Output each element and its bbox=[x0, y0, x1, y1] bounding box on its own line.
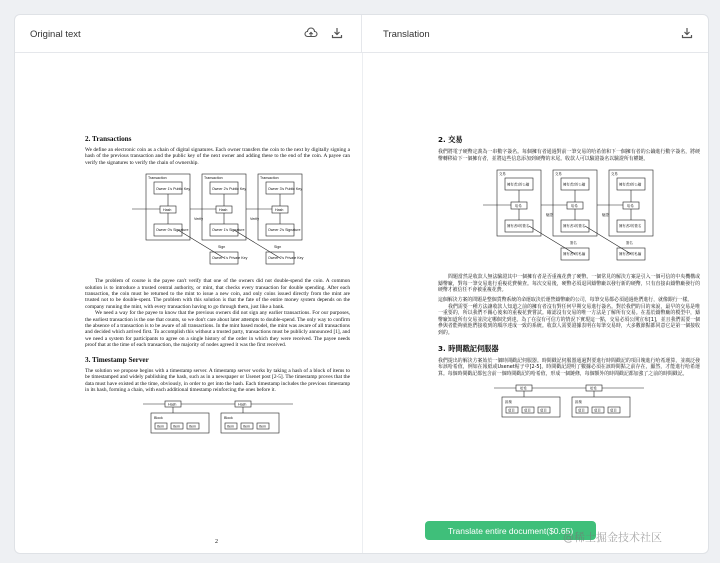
svg-text:Hash: Hash bbox=[162, 208, 171, 213]
svg-text:簽名: 簽名 bbox=[626, 241, 633, 246]
download-icon[interactable] bbox=[680, 26, 694, 40]
svg-text:Block: Block bbox=[153, 416, 163, 421]
svg-text:項目: 項目 bbox=[578, 408, 585, 413]
svg-text:交易: 交易 bbox=[555, 172, 562, 177]
pane-divider bbox=[362, 53, 363, 554]
svg-text:Sign: Sign bbox=[273, 245, 281, 250]
svg-text:擁有者1的簽名: 擁有者1的簽名 bbox=[563, 224, 586, 229]
svg-text:擁有者2的簽名: 擁有者2的簽名 bbox=[619, 224, 642, 229]
svg-text:Transaction: Transaction bbox=[147, 176, 167, 181]
paragraph: 我們將電子硬幣定義為一串數字簽名。每個擁有者通過對前一筆交易的哈希值和下一個擁有者的公鑰進行數字簽名，將硬幣轉移給下一個擁有者，並將這些信息添加到硬幣的末尾。收款人可以驗證簽名以驗證所有權鏈。 bbox=[438, 149, 700, 162]
paragraph: 問題當然是收款人無法驗證其中一個擁有者是否重複花費了硬幣。一個常見的解決方案是引入一個可信的中央機構或鑄幣廠，對每一筆交易進行重複花費檢查。每次交易後，硬幣必須退回鑄幣廠以發行新的硬幣，只有直接由鑄幣廠發行的硬幣才被信任不會被重複花費。 bbox=[438, 274, 700, 294]
svg-text:Item: Item bbox=[188, 424, 196, 429]
svg-text:擁有者1的私鑰: 擁有者1的私鑰 bbox=[563, 252, 586, 257]
svg-text:Hash: Hash bbox=[274, 208, 283, 213]
svg-text:Transaction: Transaction bbox=[203, 176, 223, 181]
svg-text:擁有者0的簽名: 擁有者0的簽名 bbox=[507, 224, 530, 229]
svg-text:哈希: 哈希 bbox=[515, 204, 522, 209]
svg-text:項目: 項目 bbox=[508, 408, 515, 413]
app-frame bbox=[14, 14, 709, 554]
svg-text:哈希: 哈希 bbox=[590, 386, 597, 391]
svg-text:Item: Item bbox=[258, 424, 266, 429]
svg-text:Owner 1's Private Key: Owner 1's Private Key bbox=[211, 256, 247, 261]
svg-text:擁有者2的私鑰: 擁有者2的私鑰 bbox=[619, 252, 642, 257]
paragraph: 我們需要一種方法讓收款人知道之前的擁有者沒有對任何早期交易進行簽名。對於我們的目的來說，最早的交易是唯一重要的，所以我們不關心後來的重複花費嘗試。確認沒有交易的唯一方法是了解所有交易。在基於鑄幣廠的模型中，鑄幣廠知道所有交易並決定哪個先到達。為了在沒有可信方的情況下實現這一點，交易必須公開宣布[1]，並且我們需要一個參與者能夠就他們接收到的順序達成一致的系統。收款人需要證據表明在每筆交易時，大多數節點都同意它是第一個接收到的。 bbox=[438, 303, 700, 336]
translation-pane-header bbox=[363, 15, 709, 53]
translate-document-button[interactable]: Translate entire document($0.65) bbox=[425, 521, 596, 540]
svg-text:區塊: 區塊 bbox=[505, 400, 512, 405]
svg-text:Block: Block bbox=[223, 416, 233, 421]
svg-text:Item: Item bbox=[226, 424, 234, 429]
svg-text:Owner 2's Signature: Owner 2's Signature bbox=[267, 228, 300, 233]
svg-text:項目: 項目 bbox=[524, 408, 531, 413]
svg-text:Owner 1's Public Key: Owner 1's Public Key bbox=[155, 187, 190, 192]
watermark: @稀土掘金技术社区 bbox=[563, 531, 662, 544]
svg-text:擁有者2的公鑰: 擁有者2的公鑰 bbox=[563, 182, 586, 187]
svg-text:Owner 1's Signature: Owner 1's Signature bbox=[211, 228, 244, 233]
svg-text:項目: 項目 bbox=[594, 408, 601, 413]
svg-text:Sign: Sign bbox=[217, 245, 225, 250]
original-pane-header bbox=[15, 15, 362, 53]
svg-text:Transaction: Transaction bbox=[259, 176, 279, 181]
svg-text:Owner 3's Public Key: Owner 3's Public Key bbox=[267, 187, 302, 192]
svg-text:Verify: Verify bbox=[193, 217, 203, 222]
paragraph: The solution we propose begins with a timestamp server. A timestamp server works by taking a hash of a block of items to be timestamped and widely publishing the hash, such as in a newspaper or Usenet post [2-5]. The timestamp proves that the data must have existed at the time, obviously, in order to get into the hash. Each timestamp includes the previous timestamp in its hash, forming a chain, with each additional timestamp reinforcing the ones before it. bbox=[85, 367, 350, 393]
svg-text:哈希: 哈希 bbox=[627, 204, 634, 209]
section-2-title: 2. Transactions bbox=[85, 135, 132, 143]
svg-text:項目: 項目 bbox=[540, 408, 547, 413]
section-3-title-translated: 3. 時間戳記伺服器 bbox=[438, 343, 499, 353]
svg-text:驗證: 驗證 bbox=[546, 213, 553, 218]
paragraph: 我們提出的解決方案始於一個時間戳記伺服器。時間戳記伺服器通過對要進行時間戳記的項目塊進行哈希運算，並廣泛發布該哈希值，例如在報紙或Usenet帖子中[2-5]。時間戳記證明了數據必須在該時間點之前存在，顯然，才能進行哈希運算。每個時間戳記都包含前一個時間戳記的哈希值，形成一個鏈條，每個額外的時間戳記都加強了之前的時間戳記。 bbox=[438, 357, 700, 377]
svg-text:Item: Item bbox=[156, 424, 164, 429]
original-title: Original text bbox=[30, 28, 81, 40]
timestamp-diagram-translated bbox=[494, 383, 644, 423]
svg-text:Item: Item bbox=[172, 424, 180, 429]
svg-text:Owner 0's Signature: Owner 0's Signature bbox=[155, 228, 188, 233]
translated-document bbox=[438, 135, 700, 429]
paragraph: 這個解決方案的問題是整個貨幣系統的命運取決於運營鑄幣廠的公司，每筆交易都必須通過他們進行，就像銀行一樣。 bbox=[438, 296, 693, 303]
timestamp-diagram bbox=[143, 399, 293, 439]
section-2-title-translated: 2. 交易 bbox=[438, 135, 463, 144]
svg-text:Hash: Hash bbox=[237, 402, 246, 407]
paragraph: We define an electronic coin as a chain of digital signatures. Each owner transfers the coin to the next by digitally signing a hash of the previous transaction and the public key of the next owner and adding these to the end of the coin. A payee can verify the signatures to verify the chain of ownership. bbox=[85, 147, 350, 166]
document-area[interactable] bbox=[15, 53, 708, 554]
svg-text:哈希: 哈希 bbox=[571, 204, 578, 209]
paragraph: We need a way for the payee to know that the previous owners did not sign any earlier transactions. For our purposes, the earliest transaction is the one that counts, so we don't care about later attempts to double-spend. The only way to confirm the absence of a transaction is to be aware of all transactions. In the mint based model, the mint was aware of all transactions and decided which arrived first. To accomplish this without a trusted party, transactions must be publicly announced [1], and we need a system for participants to agree on a single history of the order in which they were received. The payee needs proof that at the time of each transaction, the majority of nodes agreed it was the first received. bbox=[85, 310, 350, 349]
page-number: 2 bbox=[215, 539, 218, 545]
transaction-diagram-translated bbox=[469, 168, 669, 268]
svg-text:擁有者3的公鑰: 擁有者3的公鑰 bbox=[619, 182, 642, 187]
svg-text:Item: Item bbox=[242, 424, 250, 429]
header bbox=[15, 15, 708, 53]
svg-text:項目: 項目 bbox=[610, 408, 617, 413]
download-icon[interactable] bbox=[330, 26, 344, 40]
svg-text:哈希: 哈希 bbox=[520, 386, 527, 391]
paragraph: The problem of course is the payee can't verify that one of the owners did not double-spend the coin. A common solution is to introduce a trusted central authority, or mint, that checks every transaction for double spending. After each transaction, the coin must be returned to the mint to issue a new coin, and only coins issued directly from the mint are trusted not to be double-spent. The problem with this solution is that the fate of the entire money system depends on the company running the mint, with every transaction having to go through them, just like a bank. bbox=[85, 278, 350, 310]
svg-text:驗證: 驗證 bbox=[602, 213, 609, 218]
svg-text:Owner 2's Private Key: Owner 2's Private Key bbox=[267, 256, 303, 261]
original-document bbox=[85, 135, 350, 445]
svg-text:Owner 2's Public Key: Owner 2's Public Key bbox=[211, 187, 246, 192]
svg-text:區塊: 區塊 bbox=[575, 400, 582, 405]
svg-text:Verify: Verify bbox=[249, 217, 259, 222]
translation-title: Translation bbox=[383, 28, 430, 40]
svg-text:交易: 交易 bbox=[611, 172, 618, 177]
svg-text:簽名: 簽名 bbox=[570, 241, 577, 246]
transaction-diagram bbox=[118, 172, 318, 272]
svg-text:擁有者1的公鑰: 擁有者1的公鑰 bbox=[507, 182, 530, 187]
section-3-title: 3. Timestamp Server bbox=[85, 355, 149, 364]
svg-text:交易: 交易 bbox=[499, 172, 506, 177]
svg-text:Hash: Hash bbox=[218, 208, 227, 213]
upload-icon[interactable] bbox=[304, 26, 318, 40]
svg-text:Hash: Hash bbox=[167, 402, 176, 407]
